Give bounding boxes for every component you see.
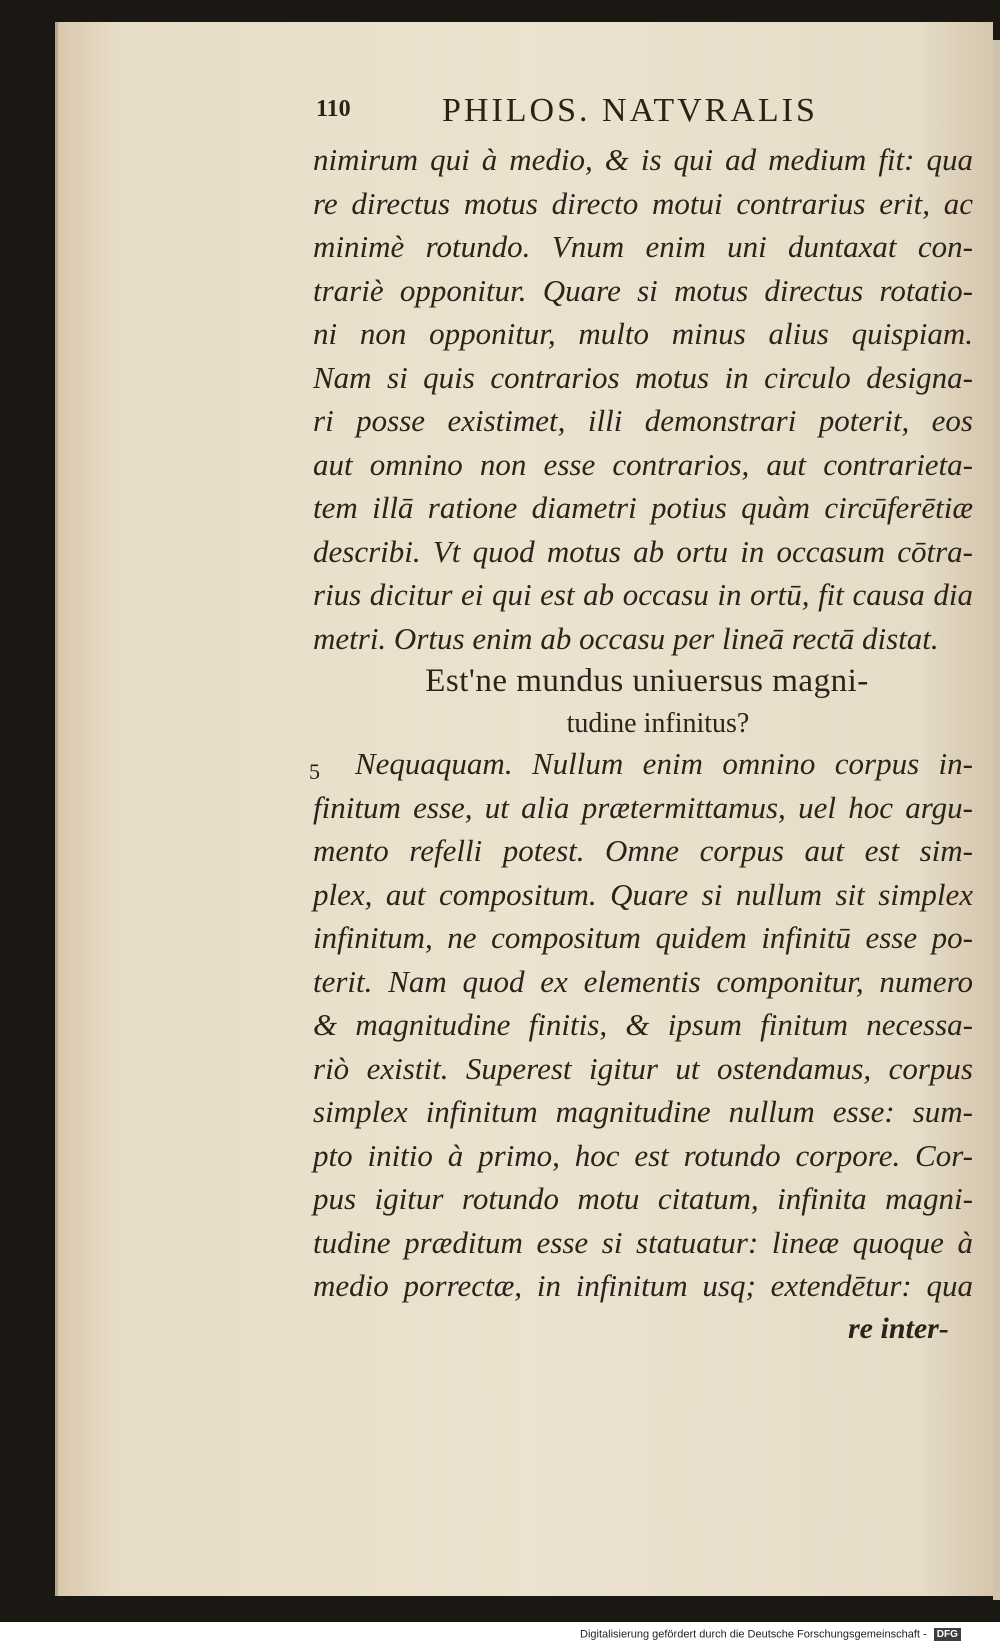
text-line: rius dicitur ei qui est ab occasu in ortū, fit causa dia bbox=[313, 577, 973, 612]
text-line: & magnitudine finitis, & ipsum finitum necessa- bbox=[313, 1007, 973, 1042]
paragraph-1 bbox=[313, 138, 973, 660]
text-line: describi. Vt quod motus ab ortu in occasum cōtra- bbox=[313, 533, 973, 569]
text-line: ri posse existimet, illi demonstrari poterit, eos bbox=[313, 403, 973, 438]
next-page-edge bbox=[993, 40, 1000, 1600]
text-line: pus igitur rotundo motu citatum, infinita magni- bbox=[313, 1181, 973, 1216]
text-line: medio porrectæ, in infinitum usq; extendētur: qua bbox=[313, 1268, 973, 1303]
digitization-credit bbox=[580, 1628, 961, 1641]
text-line: ni non opponitur, multo minus alius quispiam. bbox=[313, 316, 973, 351]
text-line: mento refelli potest. Omne corpus aut est sim- bbox=[313, 833, 973, 868]
text-line: nimirum qui à medio, & is qui ad medium fit: qua bbox=[313, 142, 973, 177]
text-line: terit. Nam quod ex elementis componitur, numero bbox=[313, 963, 973, 999]
credit-text: Digitalisierung gefördert durch die Deutsche Forschungsgemeinschaft - bbox=[580, 1628, 927, 1641]
running-title: PHILOS. NATVRALIS bbox=[442, 92, 818, 129]
text-line: minimè rotundo. Vnum enim uni duntaxat con- bbox=[313, 229, 973, 264]
running-head bbox=[316, 92, 876, 134]
text-line: plex, aut compositum. Quare si nullum sit simplex bbox=[313, 876, 973, 912]
question-heading-line: Est'ne mundus uniuersus magni- bbox=[425, 663, 869, 699]
page-text bbox=[309, 138, 973, 1308]
question-heading-line: tudine infinitus? bbox=[566, 708, 750, 739]
text-line: Nequaquam. Nullum enim omnino corpus in- bbox=[355, 746, 973, 781]
text-line: riò existit. Superest igitur ut ostendamus, corpus bbox=[313, 1050, 973, 1086]
line-marker: 5 bbox=[309, 759, 320, 784]
text-line: Nam si quis contrarios motus in circulo designa- bbox=[313, 359, 973, 395]
text-line: finitum esse, ut alia prætermittamus, uel hoc argu- bbox=[313, 789, 973, 825]
dfg-logo: DFG bbox=[934, 1628, 961, 1641]
text-line: re directus motus directo motui contrarius erit, ac bbox=[313, 185, 973, 221]
text-line: tem illā ratione diametri potius quàm circūferētiæ bbox=[313, 490, 973, 525]
question-heading bbox=[313, 660, 973, 742]
text-line: pto initio à primo, hoc est rotundo corpore. Cor- bbox=[313, 1137, 973, 1173]
catchword: re inter- bbox=[848, 1312, 949, 1345]
text-line: tudine præditum esse si statuatur: lineæ quoque à bbox=[313, 1224, 973, 1260]
text-line: trariè opponitur. Quare si motus directus rotatio- bbox=[313, 272, 973, 308]
text-line: aut omnino non esse contrarios, aut contrarieta- bbox=[313, 446, 973, 482]
text-line: infinitum, ne compositum quidem infinitū esse po- bbox=[313, 920, 973, 955]
paragraph-2 bbox=[309, 742, 973, 1308]
text-line: metri. Ortus enim ab occasu per lineā rectā distat. bbox=[313, 620, 939, 656]
text-line: simplex infinitum magnitudine nullum esse: sum- bbox=[313, 1094, 973, 1129]
page-number: 110 bbox=[316, 96, 351, 122]
